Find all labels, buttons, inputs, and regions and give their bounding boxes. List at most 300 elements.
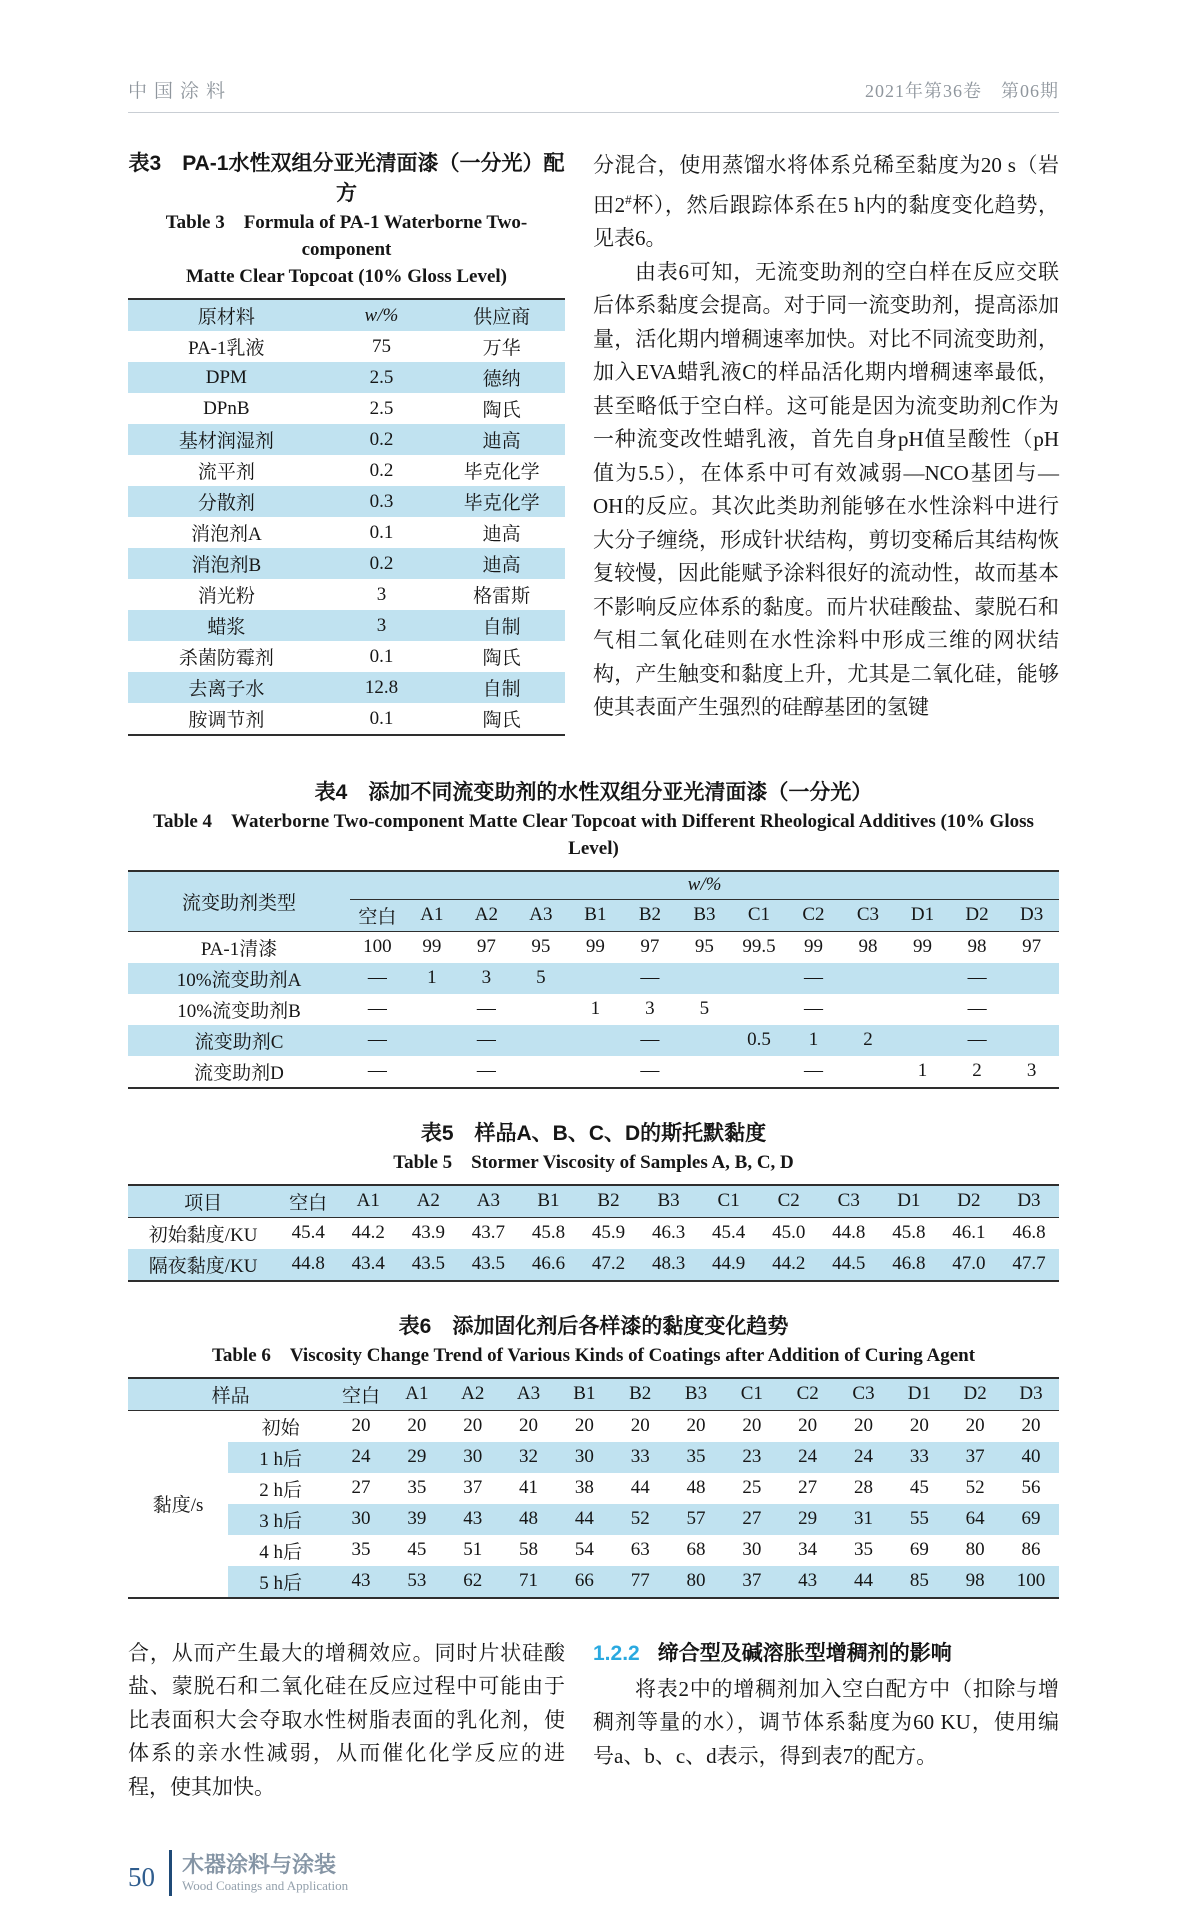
table-header-cell: C3 <box>852 1383 875 1404</box>
table-header-cell: C1 <box>747 904 771 925</box>
table-header-cell: B3 <box>684 1383 708 1404</box>
table-header-cell: C1 <box>740 1383 763 1404</box>
table-cell: 24 <box>854 1446 873 1467</box>
page-number: 50 <box>128 1861 155 1892</box>
table-cell: 46.8 <box>892 1253 926 1274</box>
table-cell: 基材润湿剂 <box>178 431 274 452</box>
bottom-right-text-column <box>593 1637 1059 1774</box>
table6-title-en: Table 6 Viscosity Change Trend of Various Kinds of Coatings after Addition of Curing Agent <box>211 1344 976 1366</box>
table-cell: 3 <box>645 998 655 1019</box>
table-row <box>128 1249 1059 1281</box>
paragraph-section-1-2-2: 将表2中的增稠剂加入空白配方中（扣除与增稠剂等量的水），调节体系黏度为60 KU，使用编号a、b、c、d表示，得到表7的配方。 <box>593 1676 1059 1768</box>
table-cell: 0.2 <box>369 459 394 481</box>
table-cell: 32 <box>519 1446 539 1467</box>
table-cell: 30 <box>742 1539 762 1560</box>
table-cell: 45.9 <box>591 1222 626 1243</box>
table-cell: 37 <box>742 1570 762 1591</box>
table-header-cell: w/% <box>364 304 399 326</box>
top-right-text-column <box>593 149 1059 725</box>
table-cell: 44 <box>854 1570 873 1591</box>
journal-name: 中国涂料 <box>128 81 233 102</box>
table-cell: 10%流变助剂B <box>177 1000 301 1022</box>
table-cell: 98 <box>858 936 878 957</box>
table-header-cell: A2 <box>461 1383 485 1404</box>
table-cell: 47.2 <box>591 1253 626 1274</box>
table-cell: 69 <box>909 1539 929 1560</box>
table-cell: 27 <box>351 1477 371 1498</box>
table-cell: 24 <box>798 1446 818 1467</box>
table-cell: 毕克化学 <box>463 493 540 514</box>
table4-title-en: Table 4 Waterborne Two-component Matte Clear Topcoat with Different Rheological Additives (10% Gloss Level) <box>153 811 1034 859</box>
table-cell: — <box>476 998 496 1019</box>
table-cell: 68 <box>686 1539 706 1560</box>
table-cell: PA-1乳液 <box>188 338 265 359</box>
table-cell: 53 <box>407 1570 427 1591</box>
table-cell: 2 <box>972 1060 982 1081</box>
table-cell: 63 <box>630 1539 650 1560</box>
table3-title-en-line2: Matte Clear Topcoat (10% Gloss Level) <box>185 266 508 287</box>
table-cell: 44.8 <box>291 1253 325 1274</box>
table-cell: 2 h后 <box>259 1479 302 1501</box>
table-cell: 37 <box>463 1477 483 1498</box>
footer-journal-en: Wood Coatings and Application <box>182 1877 349 1893</box>
table-row <box>128 994 1059 1025</box>
table-cell: 54 <box>574 1539 594 1560</box>
paragraph-thickening-effect: 合，从而产生最大的增稠效应。同时片状硅酸盐、蒙脱石和二氧化硅在反应过程中可能由于比表面积大会夺取水性树脂表面的乳化剂，使体系的亲水性减弱，从而催化化学反应的进程，使其加快。 <box>128 1640 565 1799</box>
table-cell: 消光粉 <box>197 586 255 607</box>
table-header-cell: C3 <box>856 904 880 925</box>
table-cell: 35 <box>854 1539 873 1560</box>
table-cell: — <box>640 1060 660 1081</box>
table-cell: 20 <box>630 1415 650 1436</box>
table-cell: 陶氏 <box>482 648 521 669</box>
table-cell: 44.2 <box>351 1222 385 1243</box>
table-cell: 80 <box>686 1570 706 1591</box>
table-cell: 34 <box>798 1539 818 1560</box>
table-header-cell: A1 <box>420 904 444 925</box>
table-cell: 德纳 <box>482 369 521 390</box>
table-cell: 69 <box>1021 1508 1041 1529</box>
table-cell: 3 <box>376 614 387 636</box>
table-cell: 47.0 <box>952 1253 986 1274</box>
table-cell: — <box>476 1029 496 1050</box>
table-cell: 万华 <box>482 338 521 359</box>
table-cell: 100 <box>363 936 392 957</box>
table-cell: 98 <box>967 936 987 957</box>
table-cell: 99 <box>912 936 932 957</box>
table-cell: 80 <box>965 1539 985 1560</box>
table-cell: 20 <box>854 1415 873 1436</box>
table-cell: 99 <box>422 936 442 957</box>
table-cell: 1 <box>808 1029 819 1050</box>
table-header-row <box>128 1185 1059 1218</box>
table-cell: 自制 <box>482 617 521 638</box>
table-cell: — <box>967 967 987 988</box>
paragraph-dilution <box>593 149 1059 256</box>
table-cell: 0.1 <box>369 521 394 543</box>
table-cell: 97 <box>640 936 660 957</box>
table-row <box>128 1410 1059 1442</box>
table-header-cell: A3 <box>529 904 553 925</box>
page-header <box>128 0 1059 113</box>
table-cell: 0.2 <box>369 552 394 574</box>
table-cell: — <box>967 1029 987 1050</box>
table-cell: — <box>803 998 823 1019</box>
table-cell: 分散剂 <box>197 493 255 514</box>
paragraph-text: 杯），然后跟踪体系在5 h内的黏度变化趋势，见表6。 <box>593 192 1060 250</box>
table-cell: 毕克化学 <box>463 462 540 483</box>
table-cell: 20 <box>351 1415 371 1436</box>
table-row <box>128 703 565 735</box>
table-header-cell: B2 <box>597 1190 620 1211</box>
table-row <box>128 455 565 486</box>
table-cell: 迪高 <box>482 431 521 452</box>
table-row <box>128 486 565 517</box>
table-cell: 45 <box>407 1539 427 1560</box>
table-cell: 45 <box>909 1477 929 1498</box>
table-cell: DPnB <box>203 397 250 419</box>
table-cell: 44 <box>630 1477 650 1498</box>
table-header-cell: C3 <box>837 1190 860 1211</box>
table-header-cell: B1 <box>584 904 607 925</box>
table-row <box>128 1535 1059 1566</box>
table-cell: 迪高 <box>482 555 521 576</box>
table-cell: 46.3 <box>651 1222 686 1243</box>
table-cell: — <box>803 1060 823 1081</box>
table-header-cell: 样品 <box>211 1385 250 1407</box>
table-cell: 48 <box>519 1508 539 1529</box>
footer-journal-zh: 木器涂料与涂装 <box>182 1851 337 1877</box>
table-cell: 40 <box>1021 1446 1041 1467</box>
table3-title-zh: 表3 PA-1水性双组分亚光清面漆（一分光）配方 <box>128 152 565 205</box>
table-cell: 95 <box>694 936 714 957</box>
table-row <box>128 517 565 548</box>
table-cell: 初始 <box>261 1417 300 1439</box>
table-cell: 97 <box>1022 936 1042 957</box>
table-cell: 3 <box>481 967 492 988</box>
superscript-hash: # <box>625 191 632 207</box>
table-cell: 47.7 <box>1012 1253 1046 1274</box>
table-cell: 1 <box>427 967 437 988</box>
table-cell: 24 <box>351 1446 371 1467</box>
table-cell: 41 <box>519 1477 539 1498</box>
table-cell: 20 <box>686 1415 706 1436</box>
table-cell: 5 <box>699 998 710 1019</box>
table-header-cell: D3 <box>1020 904 1044 925</box>
table-cell: 20 <box>519 1415 539 1436</box>
table-row <box>128 931 1059 963</box>
table-cell: 99 <box>803 936 823 957</box>
table-cell: 43.4 <box>351 1253 385 1274</box>
table-cell: 43 <box>351 1570 371 1591</box>
table-cell: 45.4 <box>712 1222 746 1243</box>
table-row <box>128 362 565 393</box>
table-cell: 64 <box>965 1508 985 1529</box>
table6-block <box>128 1312 1059 1599</box>
table-header-cell: D1 <box>897 1190 921 1211</box>
table-cell: 51 <box>463 1539 483 1560</box>
table-cell: 35 <box>407 1477 427 1498</box>
table5-title-en: Table 5 Stormer Viscosity of Samples A, B, C, D <box>393 1151 794 1173</box>
table-cell: 55 <box>909 1508 929 1529</box>
table-header-cell: B2 <box>629 1383 652 1404</box>
issue-info: 2021年第36卷 第06期 <box>865 81 1059 101</box>
table-cell: 20 <box>1021 1415 1041 1436</box>
table-header-cell: D2 <box>957 1190 981 1211</box>
table-cell: 5 h后 <box>259 1572 302 1594</box>
table-cell: 12.8 <box>364 676 399 698</box>
bottom-two-column-area <box>128 1637 1059 1805</box>
table-header-cell: C2 <box>777 1190 800 1211</box>
table-cell: 37 <box>965 1446 985 1467</box>
table-cell: 99.5 <box>742 936 776 957</box>
table-cell: 20 <box>909 1415 929 1436</box>
section-number: 1.2.2 <box>593 1641 640 1665</box>
table-cell: 3 <box>376 583 387 605</box>
table-header-cell: A1 <box>405 1383 429 1404</box>
table-cell: 75 <box>371 335 391 357</box>
table3-block <box>128 149 565 736</box>
table-cell: 2.5 <box>369 397 394 419</box>
table-header-cell: D2 <box>965 904 989 925</box>
table-cell: 隔夜黏度/KU <box>148 1255 258 1277</box>
table-header-row <box>128 1378 1059 1411</box>
table-cell: 62 <box>463 1570 483 1591</box>
table-row <box>128 1566 1059 1598</box>
table-row <box>128 641 565 672</box>
bottom-left-text-column <box>128 1637 565 1805</box>
table-header-cell: 空白 <box>358 906 397 928</box>
table-cell: 52 <box>630 1508 650 1529</box>
table-cell: 20 <box>798 1415 818 1436</box>
table-cell: 44.9 <box>712 1253 746 1274</box>
table-cell: 20 <box>463 1415 483 1436</box>
table6-title-zh: 表6 添加固化剂后各样漆的黏度变化趋势 <box>398 1314 789 1338</box>
table-cell: 1 <box>917 1060 928 1081</box>
table-cell: 2 <box>863 1029 873 1050</box>
table-header-cell: 原材料 <box>197 307 255 328</box>
table4 <box>128 870 1059 1089</box>
table-cell: 流平剂 <box>197 462 255 483</box>
table6-title <box>128 1312 1059 1369</box>
table-cell: 29 <box>407 1446 427 1467</box>
table-cell: — <box>367 1029 387 1050</box>
table-cell: 58 <box>519 1539 539 1560</box>
table5 <box>128 1184 1059 1282</box>
table-row <box>128 1056 1059 1088</box>
table-cell: 45.8 <box>531 1222 566 1243</box>
table-row <box>128 548 565 579</box>
table-header-cell: A2 <box>474 904 498 925</box>
table-row <box>128 963 1059 994</box>
table-cell: 0.3 <box>369 490 394 512</box>
table-cell: 4 h后 <box>259 1541 302 1563</box>
table-header-cell: 项目 <box>184 1192 223 1214</box>
table-header-cell: 空白 <box>342 1385 381 1407</box>
table4-block <box>128 778 1059 1089</box>
table5-title <box>128 1119 1059 1176</box>
table-cell: 45.8 <box>892 1222 926 1243</box>
table-row <box>128 610 565 641</box>
table-row <box>128 672 565 703</box>
table-cell: — <box>803 967 823 988</box>
table-cell: — <box>476 1060 496 1081</box>
table-cell: 45.0 <box>772 1222 806 1243</box>
table-cell: 流变助剂D <box>194 1062 284 1084</box>
table-row <box>128 1442 1059 1473</box>
top-two-column-area <box>128 149 1059 736</box>
table-cell: 29 <box>798 1508 818 1529</box>
table-header-cell: A2 <box>416 1190 440 1211</box>
table-cell: 1 <box>590 998 601 1019</box>
table-cell: 44.5 <box>832 1253 866 1274</box>
table-row <box>128 1473 1059 1504</box>
table-header-cell: A1 <box>356 1190 380 1211</box>
table-header-cell: D3 <box>1019 1383 1043 1404</box>
table-cell: 57 <box>686 1508 706 1529</box>
table-cell: 46.8 <box>1012 1222 1046 1243</box>
table-cell: 30 <box>351 1508 371 1529</box>
table-cell: 48.3 <box>651 1253 686 1274</box>
table-cell: — <box>367 967 387 988</box>
table3-title <box>128 149 565 290</box>
table-row <box>128 331 565 362</box>
table-cell: 28 <box>854 1477 873 1498</box>
table-cell: — <box>640 1029 660 1050</box>
table-cell: 陶氏 <box>482 710 521 731</box>
table-cell: 99 <box>585 936 605 957</box>
table4-title <box>128 778 1059 862</box>
page-footer <box>128 1850 1059 1896</box>
table-cell: 39 <box>407 1508 427 1529</box>
table-header-cell: C2 <box>796 1383 819 1404</box>
table-row <box>128 424 565 455</box>
table-cell: 77 <box>630 1570 650 1591</box>
footer-divider-bar <box>169 1850 172 1896</box>
table-cell: 43 <box>798 1570 818 1591</box>
table-cell: 迪高 <box>482 524 521 545</box>
table-cell: 46.6 <box>531 1253 566 1274</box>
table-header-cell: 空白 <box>289 1192 328 1214</box>
table-row <box>128 579 565 610</box>
section-heading-1-2-2 <box>593 1637 1059 1670</box>
table-cell: 43 <box>463 1508 483 1529</box>
footer-journal <box>182 1853 348 1894</box>
table-header-cell: w/% <box>350 871 1059 899</box>
table-cell: 陶氏 <box>482 400 521 421</box>
table-cell: 消泡剂B <box>191 555 262 576</box>
table-header-cell: B3 <box>693 904 716 925</box>
table-cell: 100 <box>1016 1570 1046 1591</box>
table-header-cell: B3 <box>657 1190 680 1211</box>
table-cell: 30 <box>574 1446 594 1467</box>
table-cell: 33 <box>630 1446 650 1467</box>
table-cell: 56 <box>1021 1477 1041 1498</box>
table-cell: 43.7 <box>471 1222 505 1243</box>
table-row <box>128 393 565 424</box>
table-cell: 杀菌防霉剂 <box>178 648 274 669</box>
table-cell: 31 <box>854 1508 873 1529</box>
table4-title-zh: 表4 添加不同流变助剂的水性双组分亚光清面漆（一分光） <box>314 781 873 804</box>
table-cell: 86 <box>1021 1539 1041 1560</box>
table-cell: 去离子水 <box>188 679 265 700</box>
table-header-cell: D2 <box>963 1383 987 1404</box>
table-header-cell: C1 <box>717 1190 740 1211</box>
table-cell: 43.5 <box>471 1253 505 1274</box>
table-cell: — <box>640 967 660 988</box>
table-cell: 0.2 <box>369 428 394 450</box>
table-header-cell: D3 <box>1017 1190 1041 1211</box>
table-cell: — <box>367 998 387 1019</box>
table3-title-en-line1: Table 3 Formula of PA-1 Waterborne Two-component <box>165 212 528 260</box>
table-cell: 46.1 <box>952 1222 986 1243</box>
table-cell: 30 <box>463 1446 483 1467</box>
table-cell: 71 <box>519 1570 539 1591</box>
table-cell: 23 <box>742 1446 762 1467</box>
table-cell: 35 <box>351 1539 371 1560</box>
paragraph-text: 分混合，使用蒸馏水将体系兑稀至黏度为20 s（岩田2 <box>593 153 1059 217</box>
table-cell: 38 <box>574 1477 594 1498</box>
table-cell: 0.1 <box>369 645 394 667</box>
table6 <box>128 1377 1059 1599</box>
table-cell: 20 <box>965 1415 985 1436</box>
table-cell: 3 <box>1026 1060 1037 1081</box>
table-header-cell: B2 <box>638 904 661 925</box>
table-header-cell: D1 <box>910 904 935 925</box>
table5-title-zh: 表5 样品A、B、C、D的斯托默黏度 <box>420 1121 767 1145</box>
table5-block <box>128 1119 1059 1282</box>
table-cell: 43.9 <box>411 1222 445 1243</box>
table-cell: 3 h后 <box>259 1510 302 1532</box>
table-cell: 97 <box>476 936 496 957</box>
table-cell: PA-1清漆 <box>200 938 278 960</box>
table-cell: 98 <box>965 1570 985 1591</box>
table3 <box>128 298 565 736</box>
table-cell: 66 <box>574 1570 594 1591</box>
table-cell: 胺调节剂 <box>188 710 265 731</box>
table-header-cell: C2 <box>802 904 825 925</box>
table-cell: 48 <box>686 1477 706 1498</box>
table-cell: DPM <box>205 366 247 388</box>
table-row <box>128 1217 1059 1249</box>
paragraph-table6-discussion: 由表6可知，无流变助剂的空白样在反应交联后体系黏度会提高。对于同一流变助剂，提高添加量，活化期内增稠速率加快。对比不同流变助剂，加入EVA蜡乳液C的样品活化期内增稠速率最低，甚至略低于空白样。这可能是因为流变助剂C作为一种流变改性蜡乳液，首先自身pH值呈酸性（pH值为5.5），在体系中可有效减弱—NCO基团与—OH的反应。其次此类助剂能够在水性涂料中进行大分子缠绕，形成针状结构，剪切变稀后其结构恢复较慢，因此能赋予涂料很好的流动性，故而基本不影响反应体系的黏度。而片状硅酸盐、蒙脱石和气相二氧化硅则在水性涂料中形成三维的网状结构，产生触变和黏度上升，尤其是二氧化硅，能够使其表面产生强烈的硅醇基团的氢键 <box>593 259 1059 719</box>
table-row <box>128 1025 1059 1056</box>
table-cell: — <box>367 1060 387 1081</box>
table-cell: 20 <box>742 1415 762 1436</box>
table-header-cell: A3 <box>476 1190 500 1211</box>
table-row <box>128 1504 1059 1535</box>
table-cell: 95 <box>531 936 551 957</box>
table-cell: 85 <box>909 1570 929 1591</box>
table-cell: 1 h后 <box>259 1448 302 1470</box>
table-cell: 45.4 <box>291 1222 325 1243</box>
table-header-row <box>128 299 565 331</box>
table-cell: 0.5 <box>747 1029 771 1050</box>
table-header-cell: D1 <box>907 1383 931 1404</box>
table-cell: 44.2 <box>772 1253 806 1274</box>
table-header-cell: B1 <box>573 1383 596 1404</box>
table-cell: — <box>967 998 987 1019</box>
table-cell: 消泡剂A <box>190 524 262 545</box>
table-cell: 25 <box>742 1477 762 1498</box>
table-cell: 52 <box>965 1477 985 1498</box>
table-cell: 格雷斯 <box>473 586 531 607</box>
table-header-cell: 供应商 <box>473 307 531 328</box>
table-header-cell: B1 <box>537 1190 560 1211</box>
table-cell: 流变助剂C <box>194 1031 284 1053</box>
table-cell: 33 <box>909 1446 929 1467</box>
table-cell: 5 <box>536 967 546 988</box>
